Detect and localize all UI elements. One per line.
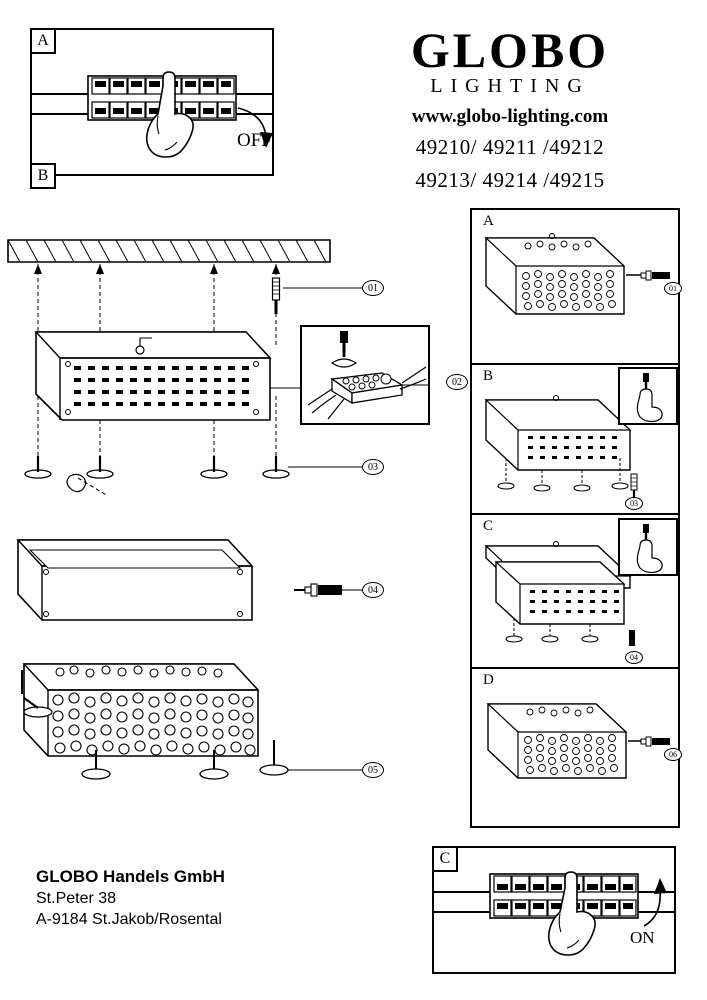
panel-letter-a-top: A <box>30 28 56 54</box>
callout-05: 05 <box>362 762 384 778</box>
step-letter-a: A <box>483 213 494 229</box>
panel-letter-c: C <box>432 846 458 872</box>
hand-screwdriver-icon <box>620 369 676 423</box>
main-exploded-diagram <box>0 220 470 820</box>
switch-on-panel <box>432 846 676 974</box>
callout-04: 04 <box>362 582 384 598</box>
step-d-callout-06: 06 <box>664 748 682 761</box>
model-numbers-line-1: 49210/ 49211 /49212 <box>415 135 605 159</box>
step-d-illustration <box>474 680 678 820</box>
terminal-block-illustration <box>302 327 428 423</box>
company-name: GLOBO Handels GmbH <box>36 867 225 886</box>
anchor-parts-03 <box>25 470 289 478</box>
step-c-inset <box>618 518 678 576</box>
company-city: A-9184 St.Jakob/Rosental <box>36 911 222 928</box>
step-letter-d: D <box>483 672 494 688</box>
step-a-callout-01: 01 <box>664 282 682 295</box>
step-b-inset <box>618 367 678 425</box>
lamp-frame <box>18 540 252 620</box>
panel-letter-b-bottom: B <box>30 163 56 189</box>
callout-03: 03 <box>362 459 384 475</box>
switch-off-illustration <box>32 30 272 174</box>
switch-off-panel <box>30 28 274 176</box>
switch-on-illustration <box>434 848 674 972</box>
callout-02: 02 <box>446 374 468 390</box>
company-street: St.Peter 38 <box>36 890 117 907</box>
step-b-callout-03: 03 <box>625 497 643 510</box>
step-letter-c: C <box>483 518 494 534</box>
switch-off-label: OFF <box>237 130 272 151</box>
brand-block <box>330 24 690 194</box>
crystal-diffuser <box>24 664 258 756</box>
hand-screwdriver-icon-2 <box>620 520 676 574</box>
step-a-illustration <box>474 222 678 362</box>
model-numbers-line-2: 49213/ 49214 /49215 <box>415 168 605 192</box>
step-c-callout-04: 04 <box>625 651 643 664</box>
switch-on-label: ON <box>630 928 655 947</box>
brand-website: www.globo-lighting.com <box>411 106 609 127</box>
terminal-block-inset <box>300 325 430 425</box>
brand-name: GLOBO <box>410 22 610 78</box>
dowel-part-01 <box>273 278 363 314</box>
ceiling-slab <box>8 240 330 262</box>
brand-subtitle: LIGHTING <box>430 75 590 97</box>
screw-arrow-heads-up <box>34 264 280 274</box>
screw-part-04 <box>294 584 362 596</box>
step-letter-b: B <box>483 368 494 384</box>
footer-address <box>36 866 416 930</box>
callout-01: 01 <box>362 280 384 296</box>
steps-divider-1 <box>472 363 678 365</box>
